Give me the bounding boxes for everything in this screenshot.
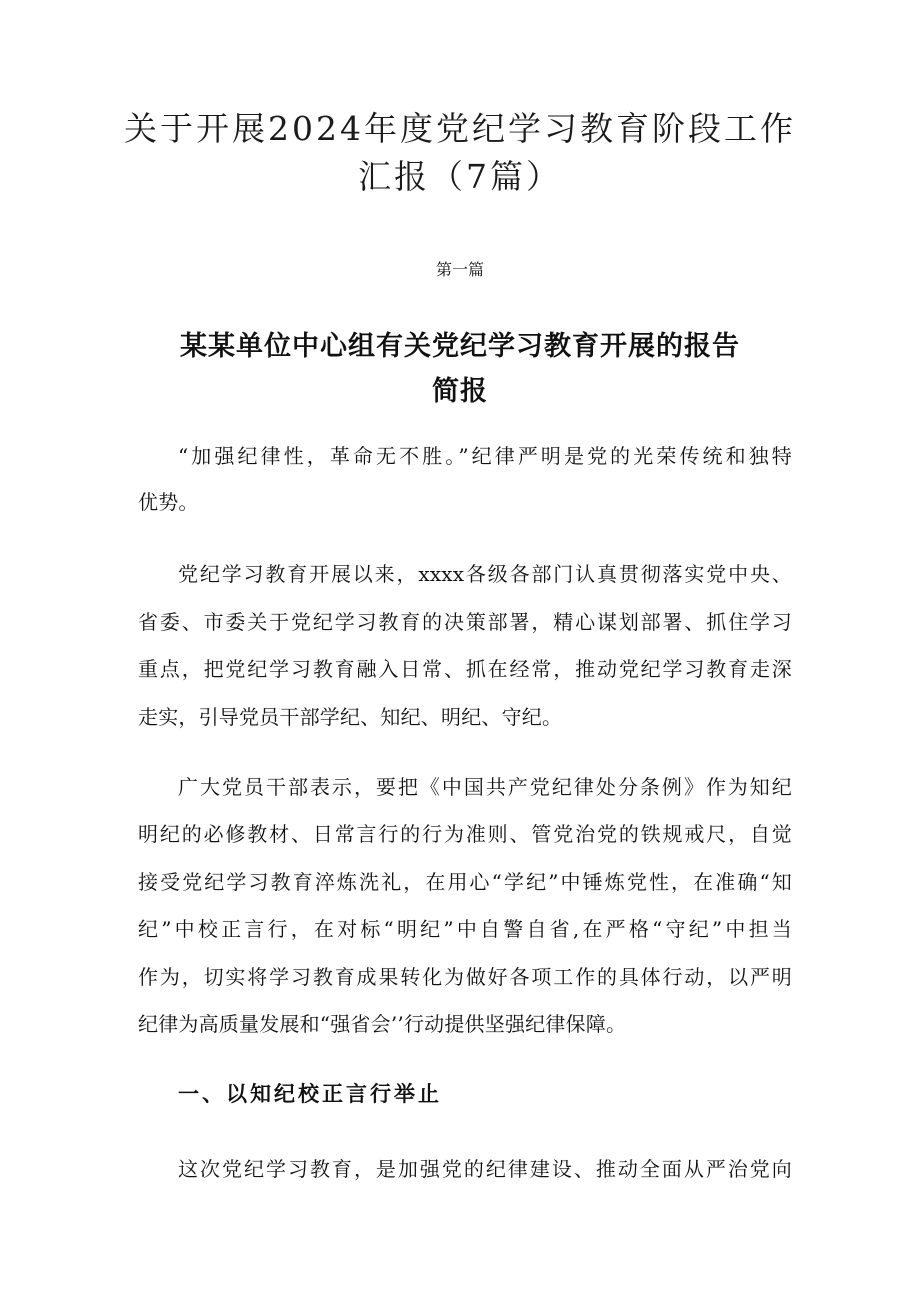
paragraph-3-line-4: 纪”中校正言行，在对标“明纪”中自警自省,在严格“守纪”中担当	[138, 917, 792, 941]
chapter-label: 第一篇	[435, 260, 484, 279]
paragraph-2-line-2: 省委、市委关于党纪学习教育的决策部署，精心谋划部署、抓住学习	[138, 610, 792, 634]
document-title-line-2: 汇报（7篇）	[358, 157, 562, 196]
paragraph-3-line-5: 作为，切实将学习教育成果转化为做好各项工作的具体行动，以严明	[138, 965, 792, 989]
paragraph-3-line-1: 广大党员干部表示，要把《中国共产党纪律处分条例》作为知纪	[178, 775, 792, 799]
trailing-paragraph-line-1: 这次党纪学习教育，是加强党的纪律建设、推动全面从严治党向	[178, 1157, 792, 1181]
paragraph-2-line-1: 党纪学习教育开展以来，xxxx各级各部门认真贯彻落实党中央、	[178, 562, 792, 586]
report-subtitle-line-2: 简报	[432, 376, 488, 407]
paragraph-3-line-3: 接受党纪学习教育淬炼洗礼，在用心“学纪”中锤炼党性，在准确“知	[138, 870, 792, 894]
paragraph-1-line-1: “加强纪律性，革命无不胜。”纪律严明是党的光荣传统和独特	[178, 444, 792, 468]
paragraph-2-line-3: 重点，把党纪学习教育融入日常、抓在经常，推动党纪学习教育走深	[138, 657, 792, 681]
document-title-line-1: 关于开展2024年度党纪学习教育阶段工作	[124, 109, 796, 148]
paragraph-1-line-2: 优势。	[138, 490, 199, 514]
paragraph-2-line-4: 走实，引导党员干部学纪、知纪、明纪、守纪。	[138, 705, 563, 729]
report-subtitle-line-1: 某某单位中心组有关党纪学习教育开展的报告	[180, 331, 740, 362]
paragraph-3-line-6: 纪律为高质量发展和“强省会’’行动提供坚强纪律保障。	[138, 1012, 627, 1036]
section-heading: 一、以知纪校正言行举止	[178, 1081, 442, 1106]
paragraph-3-line-2: 明纪的必修教材、日常言行的行为准则、管党治党的铁规戒尺，自觉	[138, 822, 792, 846]
